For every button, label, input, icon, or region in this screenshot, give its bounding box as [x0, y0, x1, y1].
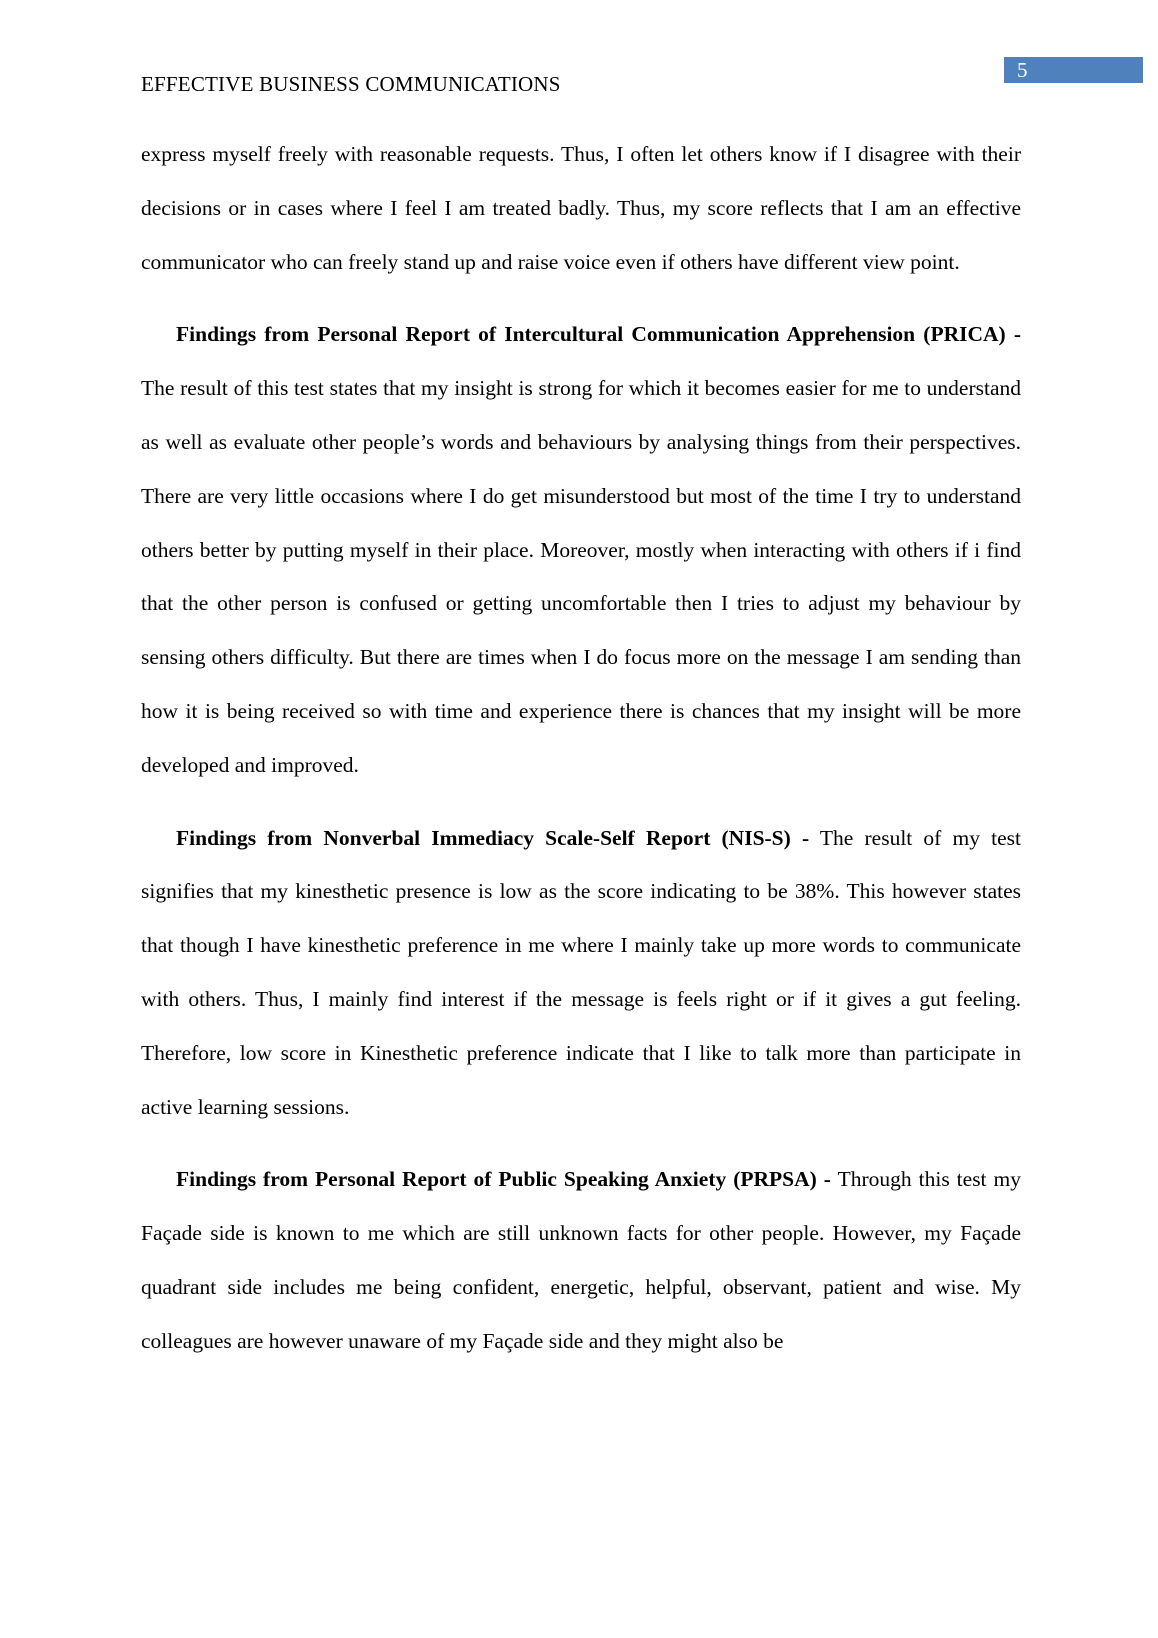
running-head: EFFECTIVE BUSINESS COMMUNICATIONS — [141, 72, 561, 96]
paragraph-text: The result of my test signifies that my kinesthetic presence is low as the score indicating to be 38%. This however states that though I have kinesthetic preference in me where I mainly take up more words to communicate with others. Thus, I mainly find interest if the message is feels right or if it gives a gut feeling. Therefore, low score in Kinesthetic preference indicate that I like to talk more than participate in active learning sessions. — [141, 825, 1022, 1119]
section-heading-nis-s: Findings from Nonverbal Immediacy Scale-Self Report (NIS-S) - — [176, 825, 810, 850]
paragraph-prpsa-findings — [141, 1153, 1021, 1368]
paragraph-text: Through this test my Façade side is known to me which are still unknown facts for other people. However, my Façade quadrant side includes me being confident, energetic, helpful, observant, patient and wise. My colleagues are however unaware of my Façade side and they might also be — [141, 1167, 1021, 1353]
document-body — [141, 128, 1021, 1388]
section-heading-prpsa: Findings from Personal Report of Public Speaking Anxiety (PRPSA) - — [176, 1167, 831, 1192]
paragraph-text: The result of this test states that my insight is strong for which it becomes easier for me to understand as well as evaluate other people’s words and behaviours by analysing things from their perspectives. There are very little occasions where I do get misunderstood but most of the time I try to understand others better by putting myself in their place. Moreover, mostly when interacting with others if i find that the other person is confused or getting uncomfortable then I tries to adjust my behaviour by sensing others difficulty. But there are times when I do focus more on the message I am sending than how it is being received so with time and experience there is chances that my insight will be more developed and improved. — [141, 376, 1021, 777]
paragraph-continuation — [141, 128, 1021, 289]
paragraph-nis-s-findings — [141, 812, 1021, 1135]
paragraph-prica-findings — [141, 308, 1021, 792]
paragraph-text: express myself freely with reasonable requests. Thus, I often let others know if I disagree with their decisions or in cases where I feel I am treated badly. Thus, my score reflects that I am an effective communicator who can freely stand up and raise voice even if others have different view point. — [141, 142, 1021, 274]
page-number: 5 — [1017, 58, 1028, 82]
section-heading-prica: Findings from Personal Report of Intercultural Communication Apprehension (PRICA) - — [176, 322, 1021, 347]
